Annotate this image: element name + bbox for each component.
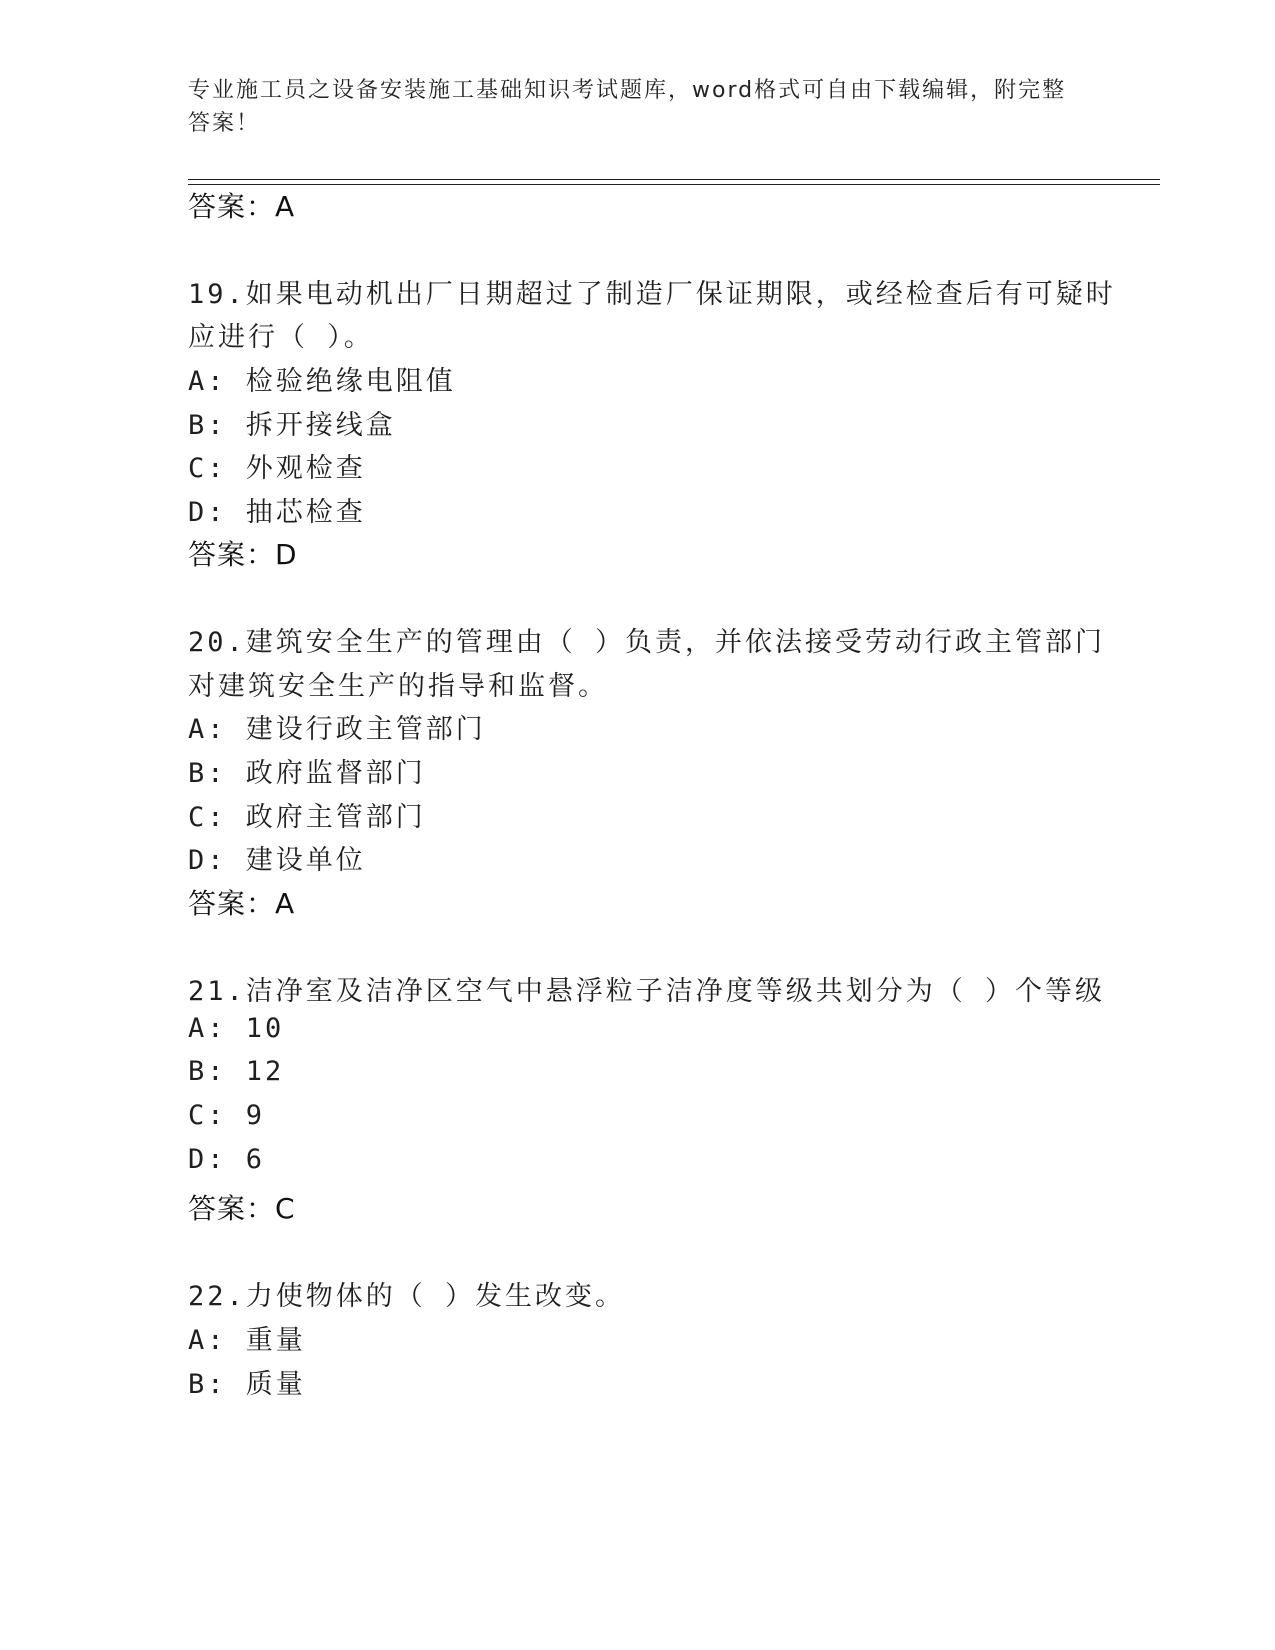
question-20-option-c: C: 政府主管部门	[188, 802, 426, 833]
question-21-option-a: A: 10	[188, 1013, 285, 1044]
question-20-option-d: D: 建设单位	[188, 845, 366, 876]
question-19-option-b: B: 拆开接线盒	[188, 410, 396, 441]
question-19-answer: 答案：D	[188, 538, 298, 571]
question-20-stem-line2: 对建筑安全生产的指导和监督。	[188, 671, 608, 702]
question-20-stem-line1: 20.建筑安全生产的管理由（ ）负责，并依法接受劳动行政主管部门	[188, 627, 1106, 658]
question-22-stem-line1: 22.力使物体的（ ）发生改变。	[188, 1281, 626, 1312]
header-rule-lower	[188, 184, 1160, 185]
answer-previous: 答案：A	[188, 190, 296, 223]
question-20-answer: 答案：A	[188, 887, 296, 920]
document-header: 专业施工员之设备安装施工基础知识考试题库，word格式可自由下载编辑，附完整答案！	[188, 78, 1067, 136]
question-21-option-d: D: 6	[188, 1144, 266, 1175]
question-19-stem-line1: 19.如果电动机出厂日期超过了制造厂保证期限，或经检查后有可疑时	[188, 279, 1116, 310]
question-21-option-c: C: 9	[188, 1100, 266, 1131]
question-22-option-a: A: 重量	[188, 1325, 306, 1356]
header-rule-upper	[188, 179, 1160, 180]
question-21-answer: 答案：C	[188, 1192, 296, 1225]
question-19-option-a: A: 检验绝缘电阻值	[188, 366, 456, 397]
question-19-option-c: C: 外观检查	[188, 453, 366, 484]
question-21-option-b: B: 12	[188, 1056, 285, 1087]
question-20-option-b: B: 政府监督部门	[188, 758, 426, 789]
question-20-option-a: A: 建设行政主管部门	[188, 714, 486, 745]
question-22-option-b: B: 质量	[188, 1369, 306, 1400]
question-21-stem-line1: 21.洁净室及洁净区空气中悬浮粒子洁净度等级共划分为（ ）个等级	[188, 976, 1106, 1007]
question-19-stem-line2: 应进行（ ）。	[188, 322, 374, 353]
question-19-option-d: D: 抽芯检查	[188, 497, 366, 528]
